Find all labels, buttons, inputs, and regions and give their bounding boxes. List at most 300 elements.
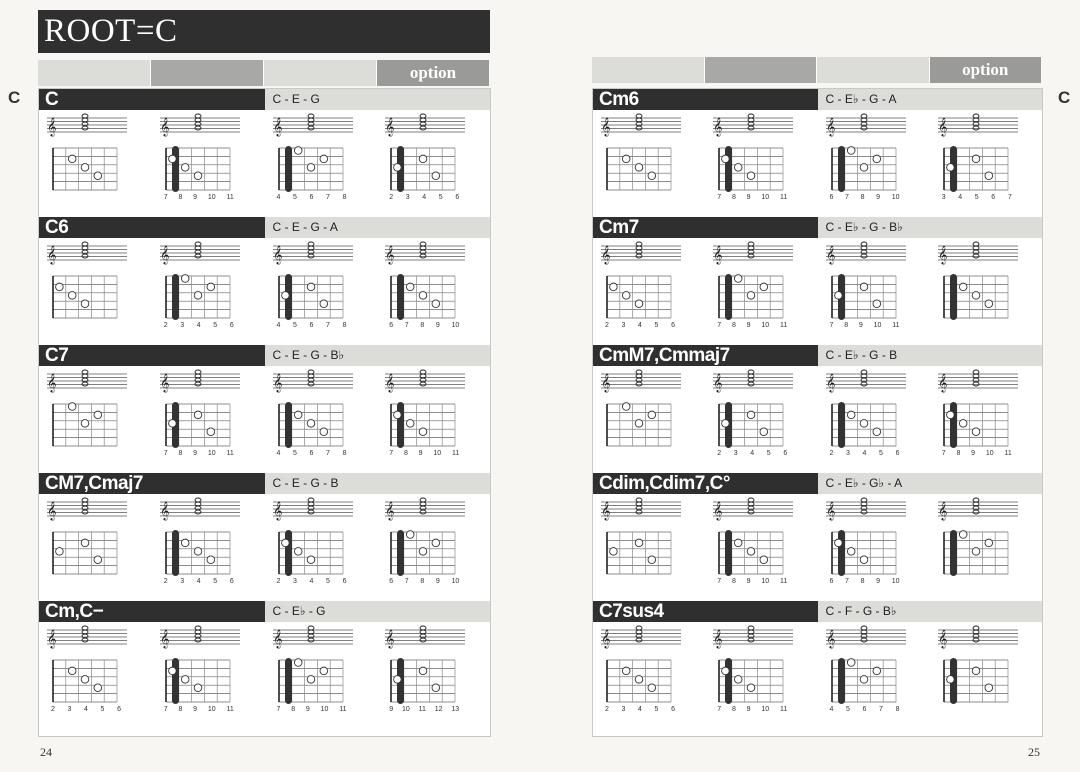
- staff-notation: [385, 242, 465, 265]
- fretboard-diagram: [832, 146, 896, 192]
- fretboard-diagram: [832, 658, 896, 704]
- fret-number: 6: [829, 194, 834, 201]
- category-tabs: [38, 60, 489, 86]
- fret-number: 4: [638, 322, 642, 329]
- fret-numbers: [830, 578, 900, 585]
- fret-number: 10: [761, 322, 770, 329]
- diagram-row: [593, 240, 1042, 338]
- fret-number: 11: [226, 450, 234, 457]
- chord-tones: C - E - G: [265, 89, 491, 110]
- tab-2[interactable]: [705, 57, 818, 83]
- chord-tones: C - E♭ - G - A: [818, 89, 1043, 110]
- fret-numbers: [830, 194, 900, 201]
- chord-section: [39, 89, 490, 213]
- fretboard-diagram: [944, 530, 1008, 576]
- treble-clef-icon: 𝄞: [159, 501, 170, 520]
- treble-clef-icon: 𝄞: [47, 373, 57, 392]
- fretboard-diagram: [53, 532, 117, 574]
- treble-clef-icon: 𝄞: [937, 117, 948, 136]
- fret-number: 2: [605, 706, 609, 713]
- tab-1[interactable]: [592, 57, 705, 83]
- chord-section: [39, 473, 490, 597]
- chord-name: C6: [39, 217, 265, 238]
- fret-number: 11: [779, 706, 788, 713]
- fretboard-diagram: [607, 403, 671, 446]
- fret-number: 5: [326, 578, 330, 585]
- staff-notation: [385, 370, 465, 393]
- staff-notation: [826, 498, 906, 521]
- fret-number: 7: [1007, 194, 1012, 201]
- chord-section: [39, 217, 490, 341]
- staff-notation: [47, 114, 127, 137]
- fretboard-diagram: [53, 276, 117, 318]
- chord-diagram: [39, 624, 152, 722]
- fret-number: 7: [845, 578, 849, 585]
- fret-number: 12: [434, 706, 443, 713]
- fret-numbers: [942, 450, 1012, 457]
- chord-diagram: [265, 112, 378, 210]
- chord-name: CM7,Cmaj7: [39, 473, 265, 494]
- chord-diagram: [593, 368, 705, 466]
- staff-notation: [826, 370, 906, 393]
- chord-diagram: [377, 368, 490, 466]
- staff-notation: [713, 370, 793, 393]
- tab-1[interactable]: [38, 60, 151, 86]
- fret-number: 10: [985, 450, 994, 457]
- fret-number: 4: [422, 194, 427, 201]
- fret-number: 6: [309, 194, 314, 201]
- fret-number: 2: [389, 194, 394, 201]
- fret-number: 11: [226, 194, 234, 201]
- treble-clef-icon: 𝄞: [385, 501, 395, 520]
- treble-clef-icon: 𝄞: [601, 501, 611, 520]
- treble-clef-icon: 𝄞: [47, 117, 57, 136]
- fret-number: 10: [761, 578, 770, 585]
- staff-notation: [713, 242, 793, 265]
- fret-number: 5: [293, 322, 297, 329]
- staff-notation: [938, 626, 1018, 649]
- fret-number: 5: [293, 450, 297, 457]
- staff-notation: [601, 114, 681, 137]
- treble-clef-icon: 𝄞: [937, 629, 948, 648]
- tab-2[interactable]: [151, 60, 264, 86]
- treble-clef-icon: 𝄞: [601, 117, 611, 136]
- chord-diagram: [593, 496, 705, 594]
- chord-diagram: [593, 624, 705, 722]
- fret-numbers: [277, 578, 347, 585]
- side-letter: C: [1058, 88, 1071, 107]
- fret-number: 10: [451, 322, 460, 329]
- fret-number: 2: [51, 706, 55, 713]
- fret-number: 7: [326, 450, 330, 457]
- chord-diagram: [930, 240, 1042, 338]
- chord-diagram: [593, 112, 705, 210]
- fret-number: 8: [420, 322, 425, 329]
- fret-number: 8: [291, 706, 296, 713]
- fretboard-diagram: [391, 658, 455, 704]
- chord-diagram: [265, 624, 378, 722]
- staff-notation: [385, 114, 465, 137]
- fret-numbers: [389, 706, 459, 713]
- fret-numbers: [277, 450, 347, 457]
- fret-number: 8: [956, 450, 961, 457]
- fret-number: 10: [207, 450, 216, 457]
- chord-diagram: [930, 496, 1042, 594]
- fret-number: 2: [276, 578, 281, 585]
- fret-number: 4: [750, 450, 755, 457]
- staff-notation: [273, 370, 353, 393]
- chord-header: [39, 217, 490, 238]
- fret-number: 5: [100, 706, 105, 713]
- chord-header: [593, 345, 1042, 366]
- fretboard-diagram: [944, 402, 1008, 448]
- fret-number: 6: [783, 450, 788, 457]
- chord-tones: C - E - G - B♭: [265, 345, 491, 366]
- staff-notation: [601, 242, 681, 265]
- fret-number: 2: [163, 322, 168, 329]
- fretboard-diagram: [166, 402, 230, 448]
- treble-clef-icon: 𝄞: [385, 117, 395, 136]
- tab-option[interactable]: option: [930, 57, 1042, 83]
- fret-number: 4: [958, 194, 963, 201]
- treble-clef-icon: 𝄞: [825, 629, 835, 648]
- chord-diagram: [818, 368, 930, 466]
- fret-number: 3: [941, 194, 946, 201]
- fret-number: 7: [717, 194, 722, 201]
- chord-diagram: [930, 112, 1042, 210]
- chord-name: CmM7,Cmmaj7: [593, 345, 818, 366]
- fret-number: 11: [339, 706, 347, 713]
- fretboard-diagram: [719, 146, 783, 192]
- chord-diagram: [265, 368, 378, 466]
- staff-notation: [385, 498, 465, 521]
- fret-number: 11: [226, 706, 234, 713]
- fret-number: 4: [276, 450, 281, 457]
- chord-diagram: [930, 624, 1042, 722]
- fretboard-diagram: [832, 402, 896, 448]
- fretboard-diagram: [166, 146, 230, 192]
- fretboard-diagram: [391, 402, 455, 448]
- staff-notation: [273, 242, 353, 265]
- treble-clef-icon: 𝄞: [601, 629, 611, 648]
- chord-diagram: [705, 368, 817, 466]
- diagram-row: [39, 240, 490, 338]
- fret-number: 6: [309, 450, 314, 457]
- treble-clef-icon: 𝄞: [385, 373, 395, 392]
- fret-numbers: [605, 322, 675, 329]
- chord-section: [39, 601, 490, 725]
- fret-numbers: [51, 706, 121, 713]
- treble-clef-icon: 𝄞: [159, 629, 170, 648]
- fretboard-diagram: [53, 148, 117, 190]
- fret-number: 3: [180, 578, 185, 585]
- treble-clef-icon: 𝄞: [713, 501, 723, 520]
- fret-number: 5: [654, 706, 659, 713]
- fret-number: 10: [320, 706, 329, 713]
- treble-clef-icon: 𝄞: [713, 245, 723, 264]
- fret-number: 9: [418, 450, 423, 457]
- staff-notation: [273, 498, 353, 521]
- staff-notation: [160, 370, 240, 393]
- fret-numbers: [164, 706, 234, 713]
- fret-number: 6: [389, 322, 394, 329]
- fret-numbers: [389, 194, 459, 201]
- staff-notation: [601, 370, 681, 393]
- fret-number: 9: [305, 706, 310, 713]
- fret-numbers: [164, 194, 234, 201]
- chord-name: C7: [39, 345, 265, 366]
- fret-numbers: [717, 194, 787, 201]
- fret-number: 8: [342, 450, 347, 457]
- staff-notation: [160, 114, 240, 137]
- fret-numbers: [717, 450, 787, 457]
- fret-numbers: [277, 194, 347, 201]
- fret-numbers: [277, 322, 347, 329]
- chord-diagram: [930, 368, 1042, 466]
- fret-number: 8: [420, 578, 425, 585]
- chord-name: Cm7: [593, 217, 818, 238]
- treble-clef-icon: 𝄞: [47, 629, 57, 648]
- fret-numbers: [717, 322, 787, 329]
- chord-tones: C - E♭ - G - B♭: [818, 217, 1043, 238]
- fretboard-diagram: [279, 274, 343, 320]
- fret-numbers: [164, 450, 234, 457]
- fret-number: 9: [193, 194, 198, 201]
- chord-diagram: [818, 240, 930, 338]
- fret-number: 8: [731, 194, 736, 201]
- fret-number: 8: [342, 322, 347, 329]
- fretboard-diagram: [391, 530, 455, 576]
- right-page: [540, 0, 1080, 772]
- fret-number: 11: [418, 706, 426, 713]
- chord-diagram: [152, 240, 265, 338]
- fret-number: 5: [213, 578, 218, 585]
- fret-number: 3: [621, 706, 626, 713]
- fretboard-diagram: [279, 530, 343, 576]
- chord-diagram: [39, 496, 152, 594]
- fretboard-diagram: [719, 658, 783, 704]
- fret-number: 7: [326, 194, 330, 201]
- staff-notation: [385, 626, 465, 649]
- chord-header: [39, 473, 490, 494]
- staff-notation: [160, 626, 240, 649]
- fretboard-diagram: [832, 274, 896, 320]
- fretboard-diagram: [607, 660, 671, 702]
- fret-number: 13: [451, 706, 460, 713]
- chord-diagram: [377, 624, 490, 722]
- chord-tones: C - E - G - A: [265, 217, 491, 238]
- fret-number: 10: [891, 578, 900, 585]
- fret-number: 9: [876, 578, 881, 585]
- fret-number: 4: [829, 706, 834, 713]
- fret-numbers: [389, 450, 459, 457]
- fret-number: 6: [991, 194, 996, 201]
- chord-header: [593, 89, 1042, 110]
- fret-number: 8: [178, 450, 183, 457]
- chord-diagram: [705, 240, 817, 338]
- fret-number: 7: [717, 322, 722, 329]
- chord-name: C7sus4: [593, 601, 818, 622]
- chord-header: [39, 89, 490, 110]
- treble-clef-icon: 𝄞: [601, 245, 611, 264]
- fretboard-diagram: [279, 146, 343, 192]
- fretboard-diagram: [832, 530, 896, 576]
- fret-number: 2: [829, 450, 834, 457]
- fret-number: 9: [435, 578, 440, 585]
- staff-notation: [47, 626, 127, 649]
- fret-number: 10: [433, 450, 442, 457]
- fret-number: 6: [829, 578, 834, 585]
- treble-clef-icon: 𝄞: [272, 501, 282, 520]
- fret-number: 3: [67, 706, 72, 713]
- fret-number: 6: [895, 450, 900, 457]
- fretboard-diagram: [719, 402, 783, 448]
- fret-number: 7: [404, 322, 409, 329]
- fretboard-diagram: [719, 530, 783, 576]
- fretboard-diagram: [166, 658, 230, 704]
- fret-number: 10: [207, 706, 216, 713]
- fret-number: 8: [731, 322, 736, 329]
- fret-number: 9: [746, 194, 751, 201]
- chord-diagram: [265, 240, 378, 338]
- fret-number: 6: [309, 322, 314, 329]
- fret-number: 7: [326, 322, 330, 329]
- staff-notation: [160, 242, 240, 265]
- fret-number: 7: [829, 322, 834, 329]
- fret-number: 7: [941, 450, 946, 457]
- fret-number: 11: [779, 322, 788, 329]
- category-tabs: [592, 57, 1041, 83]
- fret-number: 8: [731, 578, 736, 585]
- chord-diagram: [39, 368, 152, 466]
- fret-number: 11: [451, 450, 460, 457]
- treble-clef-icon: 𝄞: [825, 117, 835, 136]
- treble-clef-icon: 𝄞: [601, 373, 611, 392]
- diagram-row: [593, 368, 1042, 466]
- fret-number: 4: [276, 322, 281, 329]
- diagram-row: [593, 112, 1042, 210]
- fret-number: 11: [779, 578, 788, 585]
- fret-number: 6: [229, 578, 234, 585]
- treble-clef-icon: 𝄞: [713, 117, 723, 136]
- treble-clef-icon: 𝄞: [713, 373, 723, 392]
- fret-number: 3: [733, 450, 738, 457]
- fret-number: 8: [895, 706, 900, 713]
- fret-number: 7: [717, 578, 722, 585]
- fret-number: 8: [731, 706, 736, 713]
- fret-number: 11: [779, 194, 788, 201]
- treble-clef-icon: 𝄞: [825, 245, 835, 264]
- fret-number: 3: [180, 322, 185, 329]
- treble-clef-icon: 𝄞: [159, 117, 170, 136]
- staff-notation: [273, 626, 353, 649]
- fretboard-diagram: [391, 146, 455, 192]
- treble-clef-icon: 𝄞: [272, 373, 282, 392]
- fret-number: 2: [717, 450, 722, 457]
- fret-number: 9: [193, 706, 198, 713]
- treble-clef-icon: 𝄞: [47, 501, 57, 520]
- fretboard-diagram: [166, 530, 230, 576]
- chord-header: [39, 601, 490, 622]
- chord-diagram: [818, 496, 930, 594]
- fret-number: 8: [342, 194, 347, 201]
- fret-number: 4: [862, 450, 867, 457]
- treble-clef-icon: 𝄞: [937, 501, 948, 520]
- staff-notation: [938, 114, 1018, 137]
- treble-clef-icon: 𝄞: [825, 373, 835, 392]
- fret-number: 10: [873, 322, 882, 329]
- fret-number: 9: [876, 194, 881, 201]
- treble-clef-icon: 𝄞: [385, 629, 395, 648]
- fret-number: 10: [891, 194, 900, 201]
- fret-number: 7: [845, 194, 849, 201]
- fretboard-diagram: [279, 402, 343, 448]
- staff-notation: [47, 498, 127, 521]
- chord-diagram: [705, 496, 817, 594]
- fret-numbers: [830, 706, 900, 713]
- chord-panel: [38, 88, 491, 737]
- fret-number: 9: [193, 450, 198, 457]
- fretboard-diagram: [279, 658, 343, 704]
- fret-number: 2: [605, 322, 609, 329]
- fret-numbers: [717, 578, 787, 585]
- diagram-row: [593, 624, 1042, 722]
- fret-number: 5: [879, 450, 883, 457]
- treble-clef-icon: 𝄞: [159, 373, 170, 392]
- fret-number: 6: [117, 706, 121, 713]
- tab-option[interactable]: option: [377, 60, 489, 86]
- fret-numbers: [277, 706, 347, 713]
- fretboard-diagram: [607, 148, 671, 190]
- side-letter: C: [8, 88, 21, 107]
- fretboard-diagram: [391, 274, 455, 320]
- fret-number: 8: [178, 706, 183, 713]
- staff-notation: [938, 370, 1018, 393]
- treble-clef-icon: 𝄞: [47, 245, 57, 264]
- staff-notation: [826, 242, 906, 265]
- fret-number: 5: [766, 450, 771, 457]
- tab-3[interactable]: [817, 57, 930, 83]
- chord-diagram: [152, 624, 265, 722]
- chord-diagram: [377, 112, 490, 210]
- chord-diagram: [818, 112, 930, 210]
- chord-diagram: [377, 496, 490, 594]
- chord-tones: C - E♭ - G: [265, 601, 491, 622]
- chord-section: [593, 601, 1042, 725]
- diagram-row: [39, 368, 490, 466]
- chord-name: Cm,C−: [39, 601, 265, 622]
- chord-diagram: [39, 112, 152, 210]
- chord-diagram: [705, 624, 817, 722]
- treble-clef-icon: 𝄞: [159, 245, 170, 264]
- fret-number: 9: [389, 706, 394, 713]
- fret-number: 9: [746, 322, 751, 329]
- tab-3[interactable]: [264, 60, 377, 86]
- fret-number: 10: [451, 578, 460, 585]
- fret-number: 5: [293, 194, 297, 201]
- fret-number: 9: [858, 322, 863, 329]
- treble-clef-icon: 𝄞: [937, 373, 948, 392]
- fretboard-diagram: [607, 532, 671, 574]
- chord-diagram: [152, 368, 265, 466]
- chord-section: [39, 345, 490, 469]
- fret-number: 3: [621, 322, 626, 329]
- staff-notation: [826, 626, 906, 649]
- fret-numbers: [942, 194, 1012, 201]
- fret-number: 9: [746, 578, 751, 585]
- chord-diagram: [152, 112, 265, 210]
- treble-clef-icon: 𝄞: [272, 245, 282, 264]
